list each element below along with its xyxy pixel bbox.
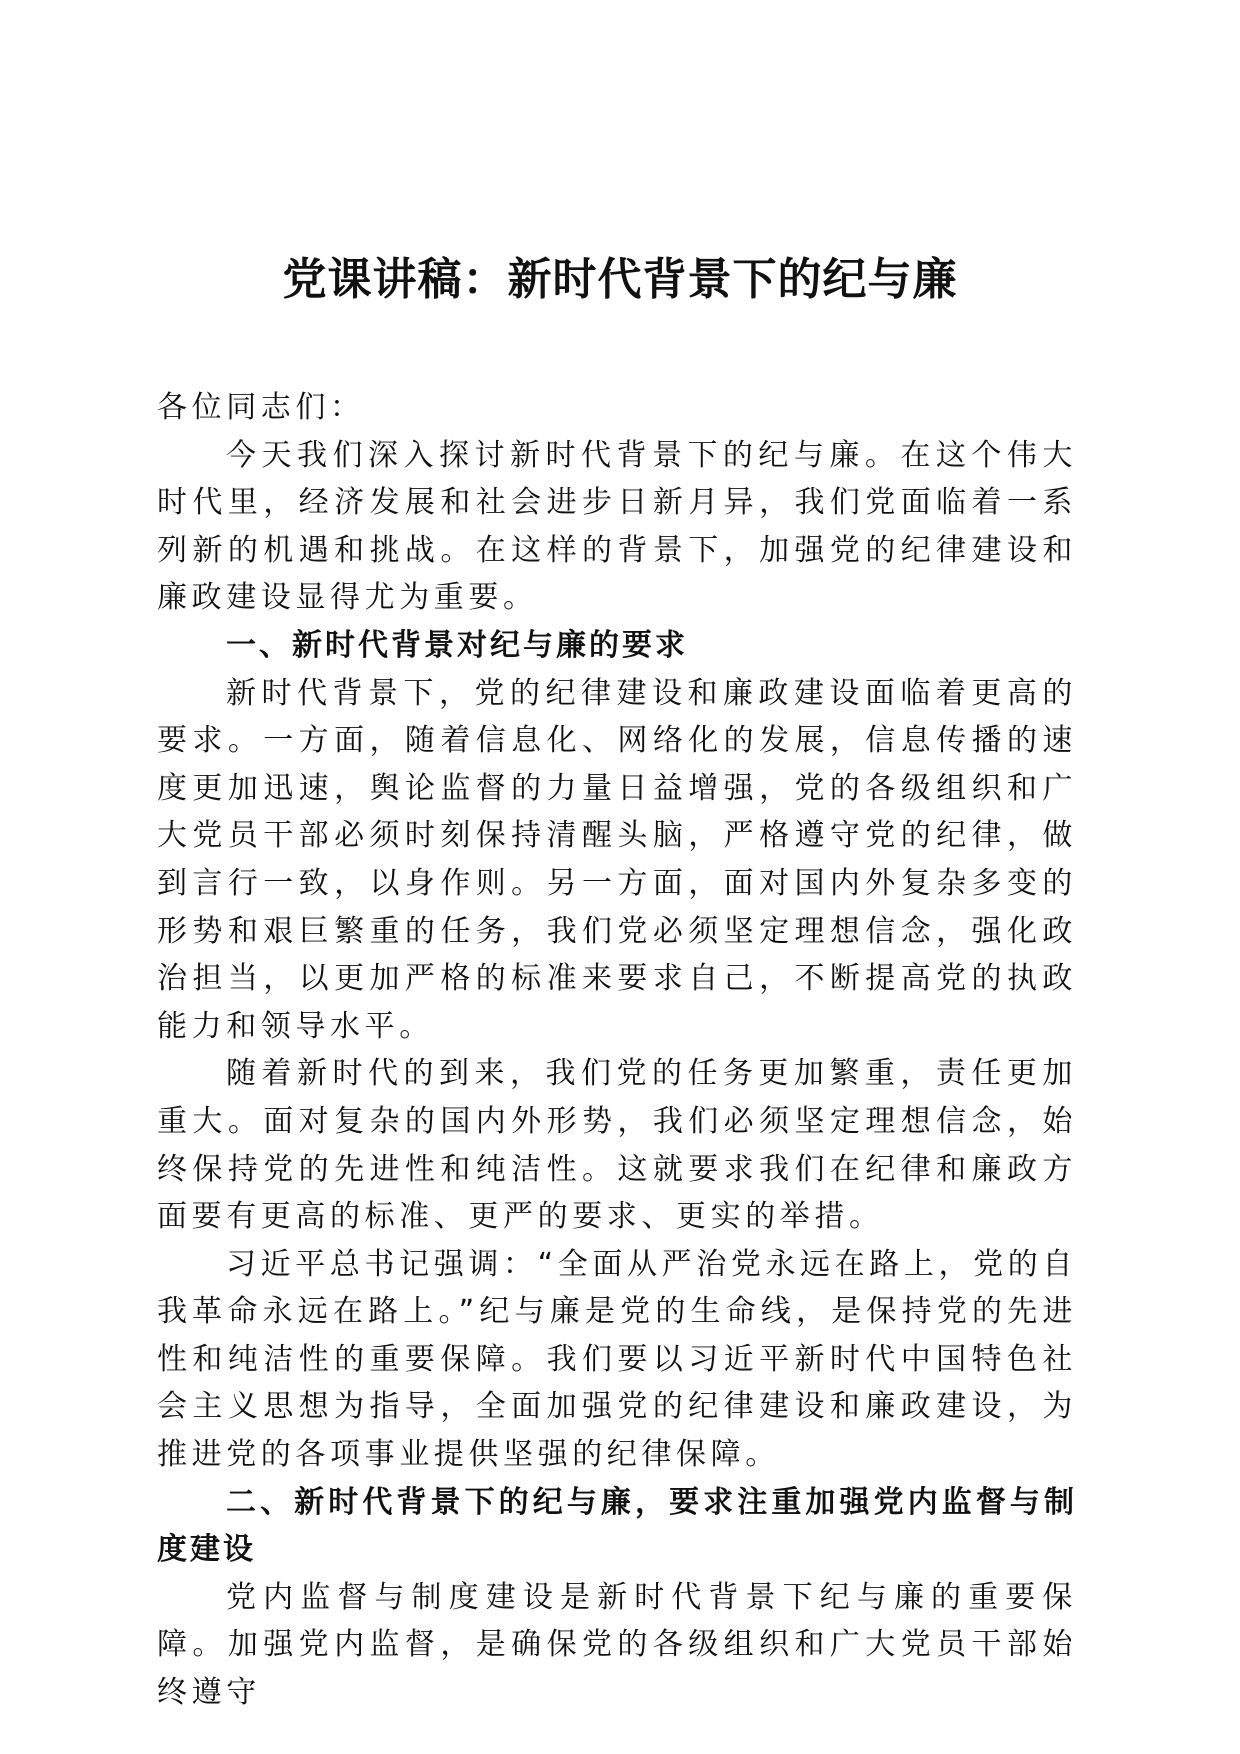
section-heading-1: 一、新时代背景对纪与廉的要求: [226, 627, 688, 663]
document-title: 党课讲稿：新时代背景下的纪与廉: [282, 254, 958, 305]
paragraph-4: 党内监督与制度建设是新时代背景下纪与廉的重要保障。加强党内监督，是确保党的各级组织和广大党员干部始终遵守: [157, 1579, 1077, 1711]
section-heading-2: 二、新时代背景下的纪与廉，要求注重加强党内监督与制度建设: [157, 1484, 1077, 1568]
paragraph-intro: 今天我们深入探讨新时代背景下的纪与廉。在这个伟大时代里，经济发展和社会进步日新月异，我们党面临着一系列新的机遇和挑战。在这样的背景下，加强党的纪律建设和廉政建设显得尤为重要。: [157, 437, 1077, 616]
paragraph-3: 习近平总书记强调：“全面从严治党永远在路上，党的自我革命永远在路上。”纪与廉是党的生命线，是保持党的先进性和纯洁性的重要保障。我们要以习近平新时代中国特色社会主义思想为指导，全面加强党的纪律建设和廉政建设，为推进党的各项事业提供坚强的纪律保障。: [157, 1246, 1077, 1473]
document-body: [157, 384, 1077, 1717]
paragraph-2: 随着新时代的到来，我们党的任务更加繁重，责任更加重大。面对复杂的国内外形势，我们必须坚定理想信念，始终保持党的先进性和纯洁性。这就要求我们在纪律和廉政方面要有更高的标准、更严的要求、更实的举措。: [157, 1056, 1077, 1235]
salutation: 各位同志们：: [157, 390, 365, 425]
paragraph-1: 新时代背景下，党的纪律建设和廉政建设面临着更高的要求。一方面，随着信息化、网络化的发展，信息传播的速度更加迅速，舆论监督的力量日益增强，党的各级组织和广大党员干部必须时刻保持清醒头脑，严格遵守党的纪律，做到言行一致，以身作则。另一方面，面对国内外复杂多变的形势和艰巨繁重的任务，我们党必须坚定理想信念，强化政治担当，以更加严格的标准来要求自己，不断提高党的执政能力和领导水平。: [157, 675, 1077, 1044]
